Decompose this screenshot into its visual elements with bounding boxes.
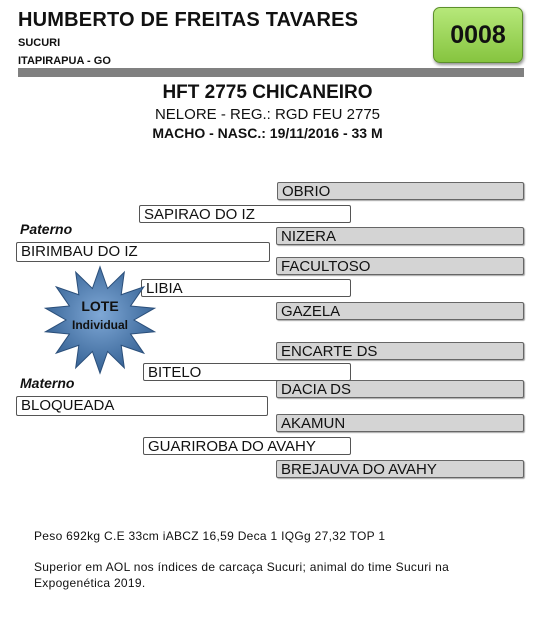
note-line-1: Superior em AOL nos índices de carcaça Sucuri; animal do time Sucuri na <box>34 560 450 574</box>
lote-individual-badge <box>34 262 166 380</box>
ggp-dacia-ds: DACIA DS <box>276 380 524 398</box>
farm-name: SUCURI <box>18 37 61 49</box>
stats-line: Peso 692kg C.E 33cm iABCZ 16,59 Deca 1 IQGg 27,32 TOP 1 <box>34 529 386 543</box>
grandsire-paternal: SAPIRAO DO IZ <box>139 205 351 223</box>
granddam-paternal: LIBIA <box>141 279 351 297</box>
ggp-gazela: GAZELA <box>276 302 524 320</box>
ggp-akamun: AKAMUN <box>276 414 524 432</box>
ggp-nizera: NIZERA <box>276 227 524 245</box>
farm-location: ITAPIRAPUA - GO <box>18 55 111 67</box>
animal-name: HFT 2775 CHICANEIRO <box>162 82 373 103</box>
ggp-brejauva-do-avahy: BREJAUVA DO AVAHY <box>276 460 524 478</box>
ggp-obrio: OBRIO <box>277 182 524 200</box>
granddam-maternal: GUARIROBA DO AVAHY <box>143 437 351 455</box>
breed-registration: NELORE - REG.: RGD FEU 2775 <box>154 106 381 123</box>
grandsire-maternal: BITELO <box>143 363 351 381</box>
dam-box: BLOQUEADA <box>16 396 268 416</box>
owner-name: HUMBERTO DE FREITAS TAVARES <box>18 9 359 31</box>
sire-box: BIRIMBAU DO IZ <box>16 242 270 262</box>
ggp-facultoso: FACULTOSO <box>276 257 524 275</box>
note-line-2: Expogenética 2019. <box>34 576 146 590</box>
paternal-label: Paterno <box>20 221 73 237</box>
sex-birth-date: MACHO - NASC.: 19/11/2016 - 33 M <box>152 125 383 141</box>
header-divider <box>18 68 524 77</box>
individual-label: Individual <box>71 318 128 332</box>
ggp-encarte-ds: ENCARTE DS <box>276 342 524 360</box>
maternal-label: Materno <box>20 375 75 391</box>
lote-label: LOTE <box>81 298 119 314</box>
lot-number-badge: 0008 <box>433 7 523 63</box>
